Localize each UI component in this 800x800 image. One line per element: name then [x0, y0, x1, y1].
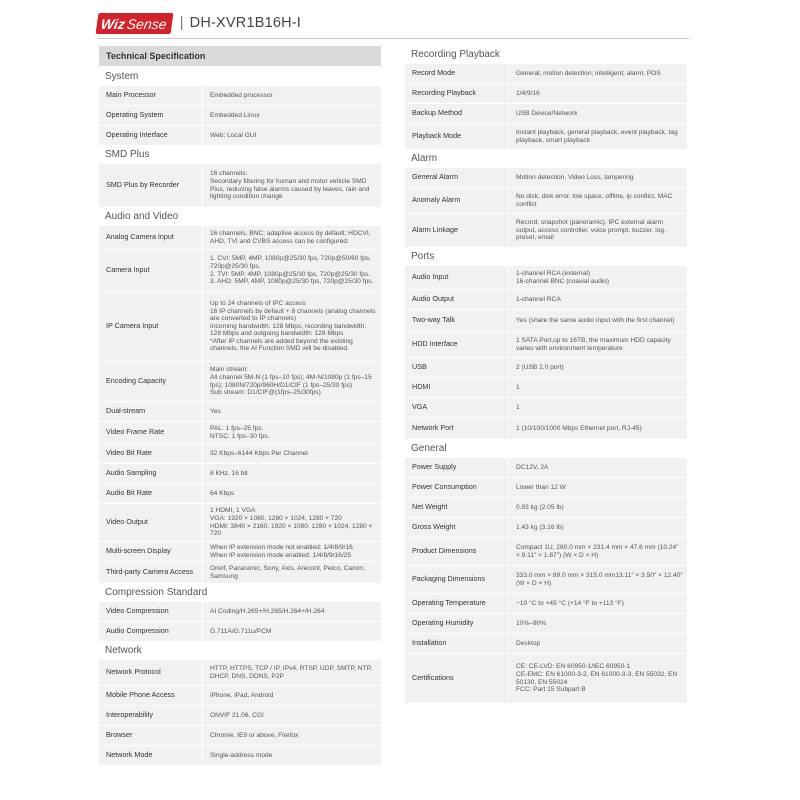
spec-value: 16 channels: Secondary filtering for human and motor vehicle SMD Plus, reducing false alarms caused by leaves, rain and lighting condition change [202, 164, 381, 207]
spec-row [99, 402, 381, 422]
spec-label: Product Dimensions [412, 546, 477, 556]
spec-row [405, 398, 687, 418]
spec-row [99, 706, 381, 726]
spec-value: 1 [508, 378, 687, 397]
spec-row [405, 290, 687, 310]
spec-value: CE: CE-LVD: EN 60950-1/IEC 60950-1 CE-EMC: EN 61000-3-2, EN 61000-3-3, EN 55032, EN 50130, EN 55024 FCC: Part 15 Subpart B [508, 654, 687, 703]
spec-row [405, 594, 687, 614]
spec-label: Operating Interface [106, 130, 168, 140]
section-heading: Recording Playback [411, 49, 500, 60]
spec-label: Net Weight [412, 502, 448, 512]
spec-value: Web; Local GUI [202, 126, 381, 145]
spec-label: Playback Mode [412, 131, 462, 141]
spec-value: Embedded Linux [202, 106, 381, 125]
spec-value: 8 KHz, 16 bit [202, 464, 381, 483]
spec-row [405, 64, 687, 84]
spec-row [99, 292, 381, 362]
spec-value: HTTP, HTTPS, TCP / IP, IPv4, RTSP, UDP, SMTP, NTP, DHCP, DNS, DDNS, P2P [202, 660, 381, 685]
spec-row [99, 686, 381, 706]
section-heading: Ports [411, 251, 435, 262]
spec-row [99, 226, 381, 250]
spec-row [99, 164, 381, 208]
spec-label: SMD Plus by Recorder [106, 180, 180, 190]
section-heading: General [411, 443, 447, 454]
spec-row [99, 126, 381, 146]
spec-value: Onvif, Panasonic, Sony, Axis, Arecont, Pelco, Canon, Samsung [202, 562, 381, 583]
spec-row [99, 746, 381, 766]
spec-label: Two-way Talk [412, 315, 456, 325]
spec-value: 10%–90% [508, 614, 687, 633]
spec-row [99, 422, 381, 444]
spec-row [99, 562, 381, 584]
spec-label: USB [412, 362, 427, 372]
spec-label: Power Consumption [412, 482, 477, 492]
spec-label: Network Mode [106, 750, 153, 760]
spec-row [405, 458, 687, 478]
spec-value: 1. CVI: 5MP, 4MP, 1080p@25/30 fps, 720p@50/60 fps, 720p@25/30 fps. 2. TVI: 5MP, 4MP, 1080p@25/30 fps, 720p@25/30 fps. 3. AHD: 5MP, 4MP, 1080p@25/30 fps, 720p@25/30 fps. [202, 250, 381, 291]
spec-row [405, 104, 687, 124]
spec-row [405, 654, 687, 704]
spec-value: 1-channel RCA (external) 16-channel BNC (coaxial audio) [508, 266, 687, 289]
spec-value: 1.43 kg (3.16 lb) [508, 518, 687, 537]
spec-label: Certifications [412, 673, 454, 683]
spec-row [405, 538, 687, 566]
spec-value: USB Device/Network [508, 104, 687, 123]
wizsense-logo [96, 13, 174, 34]
spec-value: Compact 1U, 260.0 mm × 231.4 mm × 47.6 mm (10.24" × 9.11" × 1.87") (W × D × H) [508, 538, 687, 565]
spec-value: Motion detection, Video Loss, tampering [508, 168, 687, 187]
spec-label: Audio Sampling [106, 468, 157, 478]
spec-value: 0.93 kg (2.05 lb) [508, 498, 687, 517]
spec-value: Record, snapshot (panoramic), IPC external alarm output, access controller, voice prompt, buzzer, log, preset, email [508, 214, 687, 247]
spec-value: 16 channels, BNC; adaptive access by default; HDCVI, AHD, TVI and CVBS access can be configured. [202, 226, 381, 249]
spec-value: 1 (10/100/1000 Mbps Ethernet port, RJ-45) [508, 418, 687, 439]
logo-sense-text: Sense [125, 15, 168, 31]
spec-value: Embedded processor [202, 86, 381, 105]
spec-label: Third-party Camera Access [106, 567, 194, 577]
technical-specification-title: Technical Specification [99, 46, 381, 66]
spec-label: Operating Humidity [412, 618, 474, 628]
spec-row [405, 614, 687, 634]
spec-label: Audio Input [412, 272, 449, 282]
spec-row [405, 188, 687, 214]
spec-value: 1 [508, 398, 687, 417]
spec-row [99, 106, 381, 126]
spec-row [405, 124, 687, 150]
spec-value: General, motion detection; intelligent; alarm; POS [508, 64, 687, 83]
spec-row [405, 634, 687, 654]
spec-label: Audio Bit Rate [106, 488, 152, 498]
section-heading: Network [105, 645, 142, 656]
model-text: DH-XVR1B16H-I [189, 15, 302, 31]
spec-row [99, 250, 381, 292]
spec-row [99, 362, 381, 402]
spec-value: Single-address mode [202, 746, 381, 765]
spec-value: Desktop [508, 634, 687, 653]
spec-label: Packaging Dimensions [412, 574, 486, 584]
spec-value: Main stream: All channel 5M-N (1 fps–10 fps); 4M-N/1080p (1 fps–15 fps); 1080N/720p/960H/D1/CIF (1 fps–25/30 fps) Sub stream: D1/CIF@(1fps–25/30fps) [202, 362, 381, 401]
section-heading: SMD Plus [105, 149, 150, 160]
spec-row [405, 266, 687, 290]
spec-value: 1/4/9/16 [508, 84, 687, 103]
header-separator: | [179, 15, 184, 31]
spec-label: Record Mode [412, 68, 456, 78]
spec-label: Encoding Capacity [106, 376, 166, 386]
section-heading: System [105, 71, 139, 82]
model-number [180, 15, 301, 31]
spec-label: Mobile Phone Access [106, 690, 175, 700]
logo-wiz-text: Wiz [99, 15, 127, 31]
spec-label: Camera Input [106, 265, 150, 275]
header-divider [97, 38, 689, 39]
spec-value: No disk, disk error, low space, offline, ip conflict, MAC conflict [508, 188, 687, 213]
spec-value: 32 Kbps–6144 Kbps Per Channel [202, 444, 381, 463]
spec-value: G.711A/G.711u/PCM [202, 622, 381, 641]
spec-row [405, 168, 687, 188]
spec-label: HDD Interface [412, 339, 458, 349]
spec-row [99, 504, 381, 542]
left-spec-column [99, 46, 381, 766]
spec-label: HDMI [412, 382, 431, 392]
spec-label: Dual-stream [106, 406, 146, 416]
spec-value: Yes [202, 402, 381, 421]
spec-value: When IP extension mode not enabled: 1/4/8/9/16 When IP extension mode enabled: 1/4/8/9/16/25 [202, 542, 381, 561]
spec-label: Interoperability [106, 710, 154, 720]
spec-row [405, 498, 687, 518]
spec-row [99, 86, 381, 106]
spec-value: Lower than 12 W [508, 478, 687, 497]
spec-label: Audio Output [412, 294, 454, 304]
spec-label: Video Frame Rate [106, 427, 165, 437]
spec-row [99, 464, 381, 484]
spec-value: 333.0 mm × 89.0 mm × 315.0 mm13.11" × 3.50" × 12.40" (W × D × H) [508, 566, 687, 593]
spec-label: Main Processor [106, 90, 156, 100]
document-header [97, 10, 301, 36]
spec-value: Chrome, IE9 or above, Firefox [202, 726, 381, 745]
spec-label: Video Output [106, 517, 148, 527]
spec-row [405, 518, 687, 538]
spec-label: Power Supply [412, 462, 457, 472]
spec-row [405, 358, 687, 378]
spec-label: VGA [412, 402, 428, 412]
spec-row [405, 214, 687, 248]
spec-value: ONVIF 21.06, CGI [202, 706, 381, 725]
spec-row [99, 444, 381, 464]
spec-row [99, 622, 381, 642]
spec-value: 1 SATA Port,up to 16TB, the maximum HDD capacity varies with environment temperature [508, 332, 687, 357]
section-heading: Alarm [411, 153, 438, 164]
spec-label: Recording Playback [412, 88, 476, 98]
spec-value: 64 Kbps [202, 484, 381, 503]
spec-row [99, 484, 381, 504]
spec-value: Yes (share the same audio input with the first channel) [508, 310, 687, 331]
section-heading: Audio and Video [105, 211, 179, 222]
spec-row [405, 418, 687, 440]
spec-row [405, 478, 687, 498]
spec-value: iPhone, iPad, Android [202, 686, 381, 705]
spec-label: Network Port [412, 423, 454, 433]
spec-label: Operating Temperature [412, 598, 486, 608]
spec-value: PAL: 1 fps–25 fps. NTSC: 1 fps–30 fps. [202, 422, 381, 443]
spec-row [99, 660, 381, 686]
spec-label: Analog Camera Input [106, 232, 174, 242]
spec-value: Instant playback, general playback, event playback, tag playback, smart playback [508, 124, 687, 149]
spec-row [405, 566, 687, 594]
spec-label: Audio Compression [106, 626, 169, 636]
spec-label: Network Protocol [106, 667, 161, 677]
spec-label: General Alarm [412, 172, 458, 182]
spec-value: 1 HDMI, 1 VGA VGA: 1920 × 1080, 1280 × 1024, 1280 × 720 HDMI: 3840 × 2160, 1920 × 1080, 1280 × 1024, 1280 × 720 [202, 504, 381, 541]
spec-row [405, 332, 687, 358]
spec-label: Anomaly Alarm [412, 195, 461, 205]
section-heading: Compression Standard [105, 587, 208, 598]
spec-label: Gross Weight [412, 522, 456, 532]
spec-label: Video Compression [106, 606, 169, 616]
spec-label: Multi-screen Display [106, 546, 171, 556]
spec-value: Up to 24 channels of IPC access 16 IP channels by default + 8 channels (analog channels are converted to IP channels) Incoming bandwidth: 128 Mbps, recording bandwidth: 128 Mbps and outgoing bandwidth: 128 Mbps *After IP channels are added beyond the existing channels, the AI Function SMD will be disabled. [202, 292, 381, 361]
spec-label: Browser [106, 730, 133, 740]
spec-value: 1-channel RCA [508, 290, 687, 309]
spec-value: AI Coding/H.265+/H.265/H.264+/H.264 [202, 602, 381, 621]
spec-value: 2 (USB 2.0 port) [508, 358, 687, 377]
spec-row [99, 542, 381, 562]
spec-value: −10 °C to +45 °C (+14 °F to +113 °F) [508, 594, 687, 613]
spec-row [405, 378, 687, 398]
spec-row [99, 726, 381, 746]
spec-row [99, 602, 381, 622]
right-spec-column [405, 46, 687, 704]
spec-row [405, 310, 687, 332]
spec-label: Alarm Linkage [412, 225, 458, 235]
spec-label: Installation [412, 638, 447, 648]
spec-label: Video Bit Rate [106, 448, 152, 458]
spec-row [405, 84, 687, 104]
spec-label: Backup Method [412, 108, 462, 118]
spec-value: DC12V, 2A [508, 458, 687, 477]
spec-label: IP Camera Input [106, 321, 159, 331]
spec-label: Operating System [106, 110, 164, 120]
